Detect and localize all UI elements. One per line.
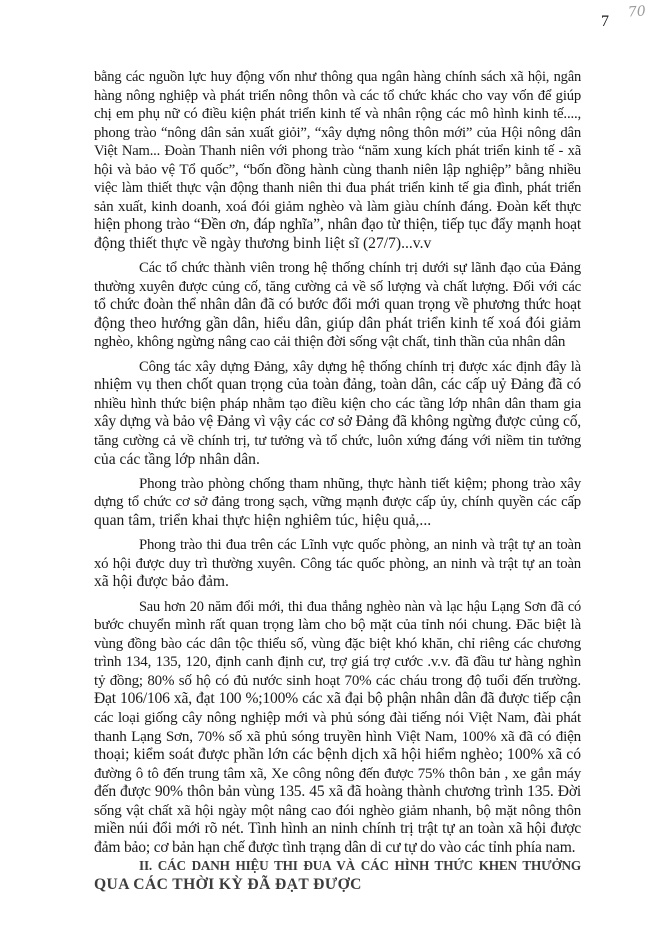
text-line: nhiệm vụ then chốt quan trọng của toàn đảng, toàn dân, các cấp uỷ Đảng đã có: [94, 376, 581, 394]
text-line: phong trào “nông dân sản xuất giỏi”, “xây dựng nông thôn mới” của Hội nông dân: [94, 124, 581, 141]
text-line: thường xuyên được củng cố, tăng cường cả về số lượng và chất lượng. Đối với các: [94, 278, 581, 295]
text-line: đường ô tô đến trung tâm xã, Xe công nông đến được 75% thôn bản , xe gắn máy: [94, 765, 581, 782]
text-line: động thiết thực về ngày thương binh liệt sĩ (27/7)...v.v: [94, 234, 432, 252]
text-line: xã hội được bảo đảm.: [94, 573, 229, 591]
text-line: của các tầng lớp nhân dân.: [94, 450, 260, 468]
heading-line: II. CÁC DANH HIỆU THI ĐUA VÀ CÁC HÌNH THỨC KHEN THƯỞNG: [139, 858, 581, 874]
heading-line: QUA CÁC THỜI KỲ ĐÃ ĐẠT ĐƯỢC: [94, 875, 362, 893]
paragraph-2: [94, 259, 581, 352]
text-line: tổ chức đoàn thể nhân dân đã có bước đổi mới quan trọng về phương thức hoạt: [94, 296, 581, 314]
text-line: việc làm thiết thực vận động thanh niên thi đua phát triển kinh tế gia đình, phát triển: [94, 180, 581, 197]
text-line: miền núi đổi mới rõ nét. Tình hình an ninh chính trị trật tự an toàn xã hội được: [94, 820, 581, 838]
section-heading: [94, 857, 581, 894]
handwritten-page-mark: 70: [627, 3, 647, 21]
text-line: đến được 90% thôn bản vùng 135. 45 xã đã hoàng thành chương trình 135. Đời: [94, 783, 581, 801]
text-line: nhiều hình thức biện pháp nhằm tạo điều kiện cho các tầng lớp nhân dân tham gia: [94, 395, 581, 412]
text-line: trình 134, 135, 120, định canh định cư, trợ giá trợ cước .v.v. đã đầu tư hàng nghìn: [94, 654, 581, 671]
text-line: thanh Lạng Sơn, 70% số xã phủ sóng truyền hình Việt Nam, 100% xã đã có điện: [94, 728, 581, 745]
text-line: sống vật chất xã hội ngày một nâng cao đói nghèo giảm nhanh, bộ mặt nông thôn: [94, 802, 581, 819]
text-line: dựng tổ chức cơ sở đảng trong sạch, vững mạnh được cấp ủy, chính quyền các cấp: [94, 494, 581, 511]
text-line: Công tác xây dựng Đảng, xây dựng hệ thống chính trị được xác định đây là: [139, 358, 581, 375]
paragraph-4: [94, 475, 581, 531]
text-line: thoại; kiểm soát được phần lớn các bệnh dịch xã hội hiểm nghèo; 100% xã có: [94, 746, 581, 764]
text-line: Các tổ chức thành viên trong hệ thống chính trị dưới sự lãnh đạo của Đảng: [139, 260, 581, 277]
text-line: động theo hướng gần dân, hiểu dân, giúp dân phát triển kinh tế xoá đói giảm: [94, 314, 581, 332]
text-line: Sau hơn 20 năm đổi mới, thi đua thắng nghèo nàn và lạc hậu Lạng Sơn đã có: [139, 598, 581, 615]
text-line: quan tâm, triển khai thực hiện nghiêm túc, hiệu quả,...: [94, 511, 432, 529]
text-line: Đạt 106/106 xã, đạt 100 %;100% các xã đại bộ phận nhân dân đã được tiếp cận: [94, 690, 581, 708]
text-line: xây dựng và bảo vệ Đảng vì vậy các cơ sở Đảng đã không ngừng được củng cố,: [94, 413, 581, 431]
text-line: nghèo, không ngừng nâng cao cải thiện đời sống vật chất, tinh thần của nhân dân: [94, 334, 566, 351]
page-number: 7: [601, 13, 609, 30]
text-line: hiện phong trào “Đền ơn, đáp nghĩa”, nhân đạo từ thiện, tiếp tục đẩy mạnh hoạt: [94, 216, 581, 234]
text-line: Phong trào thi đua trên các Lĩnh vực quốc phòng, an ninh và trật tự an toàn: [139, 537, 581, 554]
text-line: vùng đồng bào các dân tộc thiểu số, vùng đặc biệt khó khăn, chỉ riêng các chương: [94, 635, 581, 652]
text-line: tăng cường cả về chính trị, tư tưởng và tổ chức, luôn xứng đáng với niềm tin tưởng: [94, 432, 581, 449]
text-line: tỷ đồng; 80% số hộ có đủ nước sinh hoạt 70% các cháu trong độ tuổi đến trường.: [94, 672, 581, 689]
text-line: hội và bảo vệ Tổ quốc”, “bốn đồng hành cùng thanh niên lập nghiệp” bằng nhiều: [94, 161, 581, 178]
text-line: bằng các nguồn lực huy động vốn như thông qua ngân hàng chính sách xã hội, ngân: [94, 69, 581, 85]
text-line: Phong trào phòng chống tham nhũng, thực hành tiết kiệm; phong trào xây: [139, 475, 581, 492]
text-line: bước chuyển mình rất quan trọng làm cho bộ mặt của tỉnh nói chung. Đăc biệt là: [94, 617, 581, 634]
text-line: đảm bảo; cơ bản hạn chế được tình trạng dân di cư tự do vào các tỉnh phía nam.: [94, 838, 576, 856]
paragraph-3: [94, 358, 581, 469]
paragraph-5: [94, 536, 581, 592]
text-line: sản xuất, kinh doanh, xoá đói giảm nghèo và làm giàu chính đáng. Đoàn kết thực: [94, 198, 581, 215]
text-line: các loại giống cây nông nghiệp mới và phủ sóng đài tiếng nói Việt Nam, đài phát: [94, 710, 581, 727]
paragraph-1: [94, 68, 581, 253]
document-body: [94, 68, 581, 895]
text-line: Việt Nam... Đoàn Thanh niên với phong trào “năm xung kích phát triển kinh tế - xã: [94, 143, 581, 160]
paragraph-6: [94, 598, 581, 858]
text-line: xó hội được duy trì thường xuyên. Công tác quốc phòng, an ninh và trật tự an toàn: [94, 555, 581, 572]
text-line: chị em phụ nữ có điều kiện phát triển kinh tế và nhân rộng các mô hình kinh tế....,: [94, 106, 581, 123]
text-line: hàng nông nghiệp và phát triển nông thôn và các tổ chức khác cho vay vốn để giúp: [94, 87, 581, 104]
